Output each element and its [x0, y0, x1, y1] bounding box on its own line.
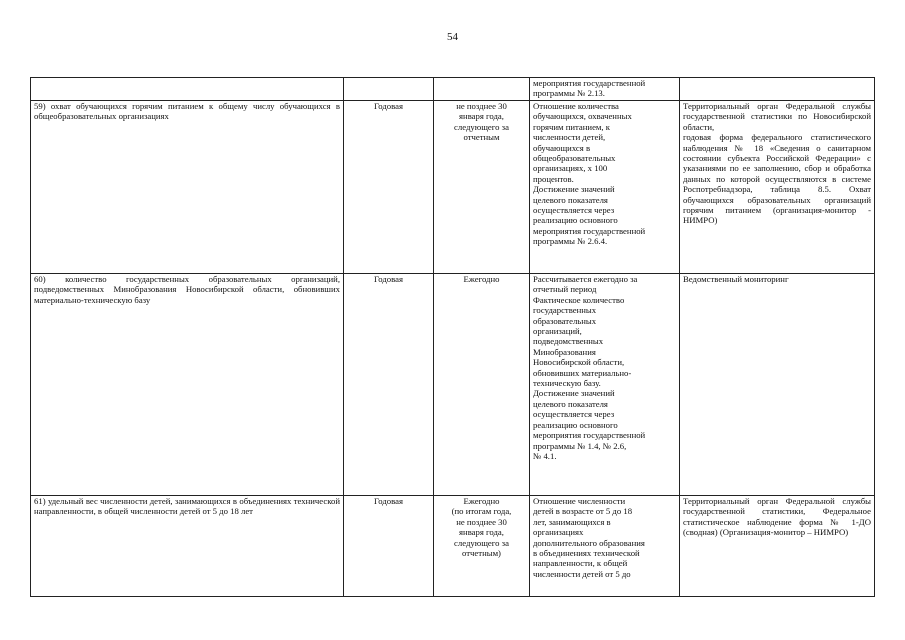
source-cell — [680, 78, 875, 101]
table-row — [31, 496, 875, 597]
method-cell: мероприятия государственной программы № 2.13. — [530, 78, 680, 101]
table-row — [31, 101, 875, 274]
periodicity-cell: Годовая — [344, 101, 434, 274]
indicator-cell — [31, 78, 344, 101]
method-cell: Рассчитывается ежегодно за отчетный период Фактическое количество государственных образовательных организаций, подведомственных Минобразования Новосибирской области, обновивших материально- техническую базу. Достижение значений целевого показателя осуществляется через реализацию основного мероприятия государственной программы № 1.4, № 2.6, № 4.1. — [530, 274, 680, 496]
table-row — [31, 78, 875, 101]
source-cell: Территориальный орган Федеральной службы государственной статистики по Новосибирской области, годовая форма федерального статистического наблюдения № 18 «Сведения о санитарном состоянии субъекта Российской Федерации» с указаниями по ее заполнению, сбор и обработка данных по которой осуществляются в системе Роспотребнадзора, таблица 8.5. Охват обучающихся образовательных организаций горячим питанием (организация-монитор - НИМРО) — [680, 101, 875, 274]
deadline-cell — [434, 78, 530, 101]
method-cell: Отношение количества обучающихся, охваченных горячим питанием, к численности детей, обучающихся в общеобразовательных организациях, х 100 процентов. Достижение значений целевого показателя осуществляется через реализацию основного мероприятия государственной программы № 2.6.4. — [530, 101, 680, 274]
periodicity-cell: Годовая — [344, 274, 434, 496]
periodicity-cell — [344, 78, 434, 101]
deadline-cell: не позднее 30 января года, следующего за отчетным — [434, 101, 530, 274]
source-cell: Территориальный орган Федеральной службы государственной статистики, Федеральное статистическое наблюдение форма № 1-ДО (сводная) (Организация-монитор – НИМРО) — [680, 496, 875, 597]
indicator-cell: 60) количество государственных образовательных организаций, подведомственных Минобразования Новосибирской области, обновивших материально-техническую базу — [31, 274, 344, 496]
method-cell: Отношение численности детей в возрасте от 5 до 18 лет, занимающихся в организациях дополнительного образования в объединениях технической направленности, к общей численности детей от 5 до — [530, 496, 680, 597]
deadline-cell: Ежегодно (по итогам года, не позднее 30 января года, следующего за отчетным) — [434, 496, 530, 597]
periodicity-cell: Годовая — [344, 496, 434, 597]
source-cell: Ведомственный мониторинг — [680, 274, 875, 496]
deadline-cell: Ежегодно — [434, 274, 530, 496]
table-row — [31, 274, 875, 496]
indicators-table — [30, 77, 875, 597]
indicator-cell: 59) охват обучающихся горячим питанием к общему числу обучающихся в общеобразовательных организациях — [31, 101, 344, 274]
page-number: 54 — [447, 31, 458, 43]
indicator-cell: 61) удельный вес численности детей, занимающихся в объединениях технической направленности, в общей численности детей от 5 до 18 лет — [31, 496, 344, 597]
